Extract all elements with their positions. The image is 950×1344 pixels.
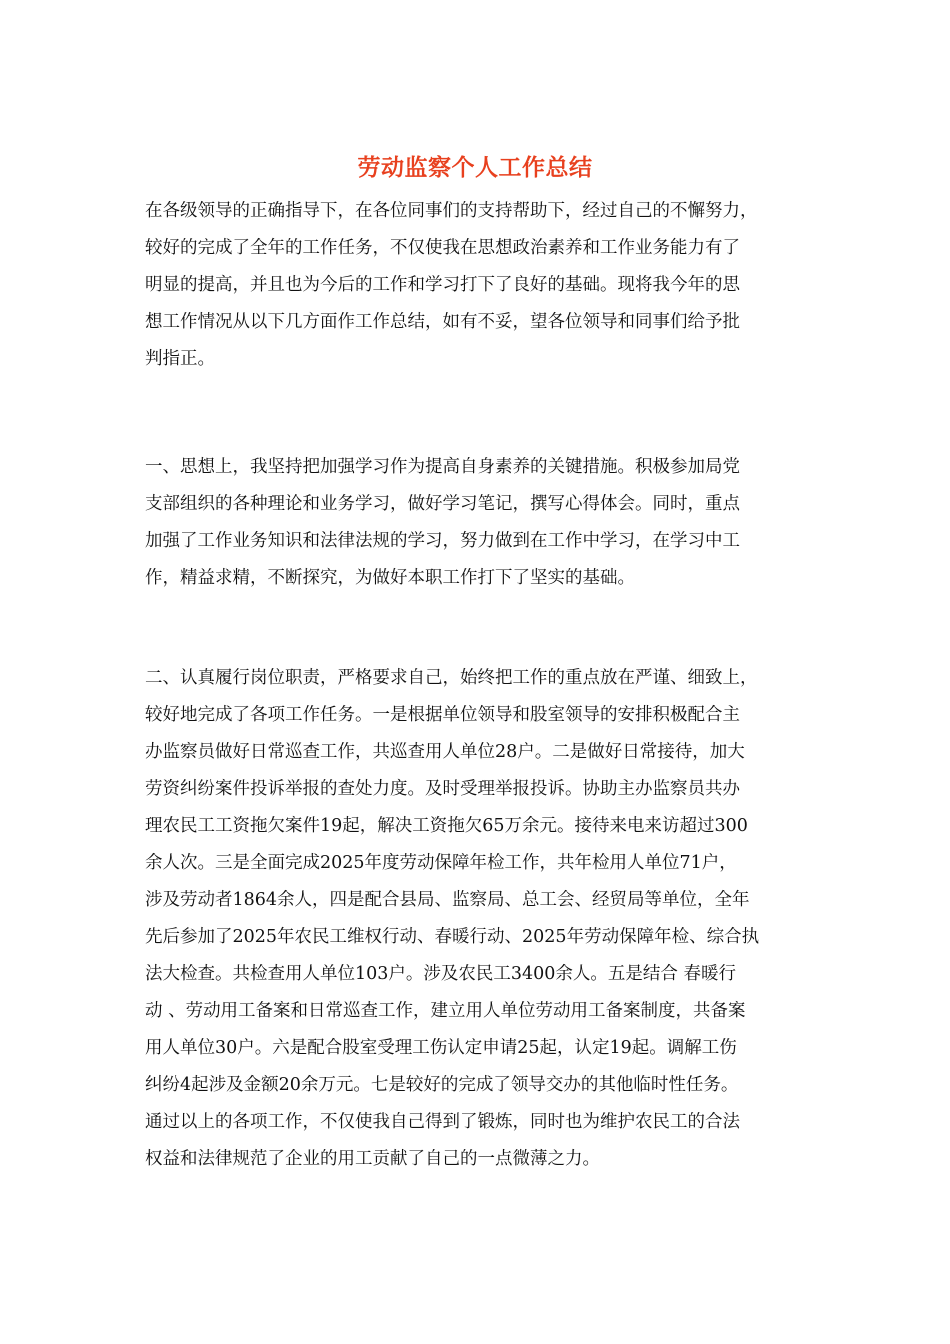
text-line: 想工作情况从以下几方面作工作总结，如有不妥，望各位领导和同事们给予批 bbox=[145, 312, 740, 332]
text-line: 权益和法律规范了企业的用工贡献了自己的一点微薄之力。 bbox=[145, 1149, 600, 1169]
text-line: 二、认真履行岗位职责，严格要求自己，始终把工作的重点放在严谨、细致上， bbox=[145, 668, 758, 688]
paragraph-intro bbox=[145, 193, 825, 378]
text-line: 先后参加了2025年农民工维权行动、春暖行动、2025年劳动保障年检、综合执 bbox=[145, 927, 760, 947]
text-line: 纠纷4起涉及金额20余万元。七是较好的完成了领导交办的其他临时性任务。 bbox=[145, 1075, 739, 1095]
text-line: 明显的提高，并且也为今后的工作和学习打下了良好的基础。现将我今年的思 bbox=[145, 275, 740, 295]
text-line: 劳资纠纷案件投诉举报的查处力度。及时受理举报投诉。协助主办监察员共办 bbox=[145, 779, 740, 799]
text-line: 法大检查。共检查用人单位103户。涉及农民工3400余人。五是结合 春暖行 bbox=[145, 964, 736, 984]
text-line: 一、思想上，我坚持把加强学习作为提高自身素养的关键措施。积极参加局党 bbox=[145, 457, 740, 477]
paragraph-section-two bbox=[145, 660, 825, 1178]
text-line: 余人次。三是全面完成2025年度劳动保障年检工作，共年检用人单位71户， bbox=[145, 853, 737, 873]
text-line: 理农民工工资拖欠案件19起，解决工资拖欠65万余元。接待来电来访超过300 bbox=[145, 816, 748, 836]
paragraph-section-one bbox=[145, 449, 825, 597]
text-line: 动 、劳动用工备案和日常巡查工作，建立用人单位劳动用工备案制度，共备案 bbox=[145, 1001, 746, 1021]
text-line: 判指正。 bbox=[145, 349, 215, 369]
text-line: 通过以上的各项工作，不仅使我自己得到了锻炼，同时也为维护农民工的合法 bbox=[145, 1112, 740, 1132]
text-line: 在各级领导的正确指导下，在各位同事们的支持帮助下，经过自己的不懈努力， bbox=[145, 201, 758, 221]
text-line: 支部组织的各种理论和业务学习，做好学习笔记，撰写心得体会。同时，重点 bbox=[145, 494, 740, 514]
text-line: 加强了工作业务知识和法律法规的学习，努力做到在工作中学习，在学习中工 bbox=[145, 531, 740, 551]
text-line: 作，精益求精，不断探究，为做好本职工作打下了坚实的基础。 bbox=[145, 568, 635, 588]
text-line: 较好地完成了各项工作任务。一是根据单位领导和股室领导的安排积极配合主 bbox=[145, 705, 740, 725]
text-line: 涉及劳动者1864余人，四是配合县局、监察局、总工会、经贸局等单位，全年 bbox=[145, 890, 750, 910]
text-line: 较好的完成了全年的工作任务，不仅使我在思想政治素养和工作业务能力有了 bbox=[145, 238, 740, 258]
document-title: 劳动监察个人工作总结 bbox=[357, 154, 593, 181]
text-line: 用人单位30户。六是配合股室受理工伤认定申请25起，认定19起。调解工伤 bbox=[145, 1038, 737, 1058]
text-line: 办监察员做好日常巡查工作，共巡查用人单位28户。二是做好日常接待，加大 bbox=[145, 742, 745, 762]
